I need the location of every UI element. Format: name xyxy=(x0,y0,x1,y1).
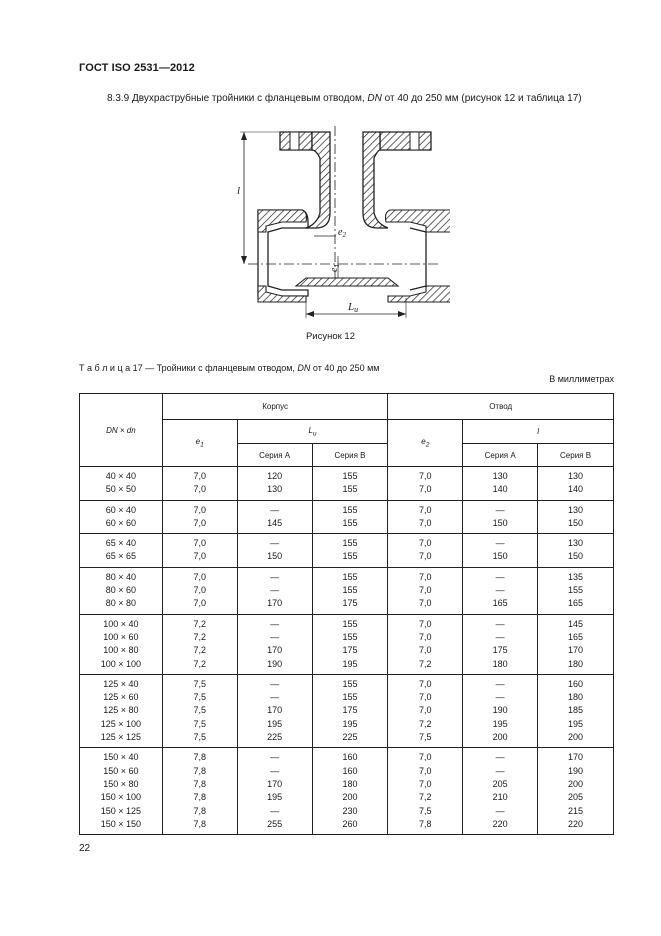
figure-caption: Рисунок 12 xyxy=(305,331,356,342)
header-l: l xyxy=(463,420,614,444)
flange-right-bolt xyxy=(410,132,419,150)
header-e2: $e_2$ xyxy=(388,420,463,467)
cell-e2: 7,0 7,0 7,0 7,2 xyxy=(388,614,463,674)
header-e1: $e_1$ xyxy=(162,420,237,467)
flange-right xyxy=(380,132,431,150)
header-lu: $L_u$ xyxy=(237,420,388,444)
table-caption xyxy=(79,363,380,373)
table-caption-suffix: от 40 до 250 мм xyxy=(310,363,380,373)
cell-dn: 65 × 40 65 × 65 xyxy=(80,534,163,568)
header-branch: Отвод xyxy=(388,394,614,420)
cell-lu-a: — — 170 190 xyxy=(237,614,312,674)
cell-lu-a: — — 170 195 — 255 xyxy=(237,748,312,835)
cell-lu-b: 155 155 175 xyxy=(312,567,388,614)
dim-lu-label: Lu xyxy=(348,301,359,314)
header-body: Корпус xyxy=(162,394,388,420)
flange-left-bolt xyxy=(290,132,299,150)
intro-dn: DN xyxy=(367,93,382,104)
table-row xyxy=(80,614,614,674)
socket-left-wall-top xyxy=(258,210,307,232)
socket-left-wall-bottom xyxy=(258,286,306,302)
cell-lu-a: — — 170 xyxy=(237,567,312,614)
cell-dn: 80 × 40 80 × 60 80 × 80 xyxy=(80,567,163,614)
section-paragraph xyxy=(79,91,615,106)
dim-e2-label: $e_2$ xyxy=(338,227,346,239)
cell-l-b: 130 150 xyxy=(538,500,614,534)
cell-lu-b: 155 155 xyxy=(312,467,388,501)
dim-e1-label: $e_1$ xyxy=(329,264,341,272)
intro-text-after: от 40 до 250 мм (рисунок 12 и таблица 17) xyxy=(381,93,582,104)
cell-e1: 7,2 7,2 7,2 7,2 xyxy=(162,614,237,674)
socket-right-wall-top xyxy=(386,210,451,232)
cell-lu-b: 160 160 180 200 230 260 xyxy=(312,748,388,835)
cell-l-a: — 150 xyxy=(463,500,538,534)
cell-l-b: 145 165 170 180 xyxy=(538,614,614,674)
cell-lu-a: — 150 xyxy=(237,534,312,568)
intro-text-before: 8.3.9 Двухраструбные тройники с фланцевым отводом, xyxy=(107,93,368,104)
cell-dn: 125 × 40 125 × 60 125 × 80 125 × 100 125 × 125 xyxy=(80,674,163,747)
cell-e2: 7,0 7,0 7,0 7,2 7,5 7,8 xyxy=(388,748,463,835)
cell-e1: 7,0 7,0 xyxy=(162,534,237,568)
cell-l-a: — 150 xyxy=(463,534,538,568)
cell-l-b: 130 140 xyxy=(538,467,614,501)
cell-l-b: 130 150 xyxy=(538,534,614,568)
cell-e1: 7,0 7,0 xyxy=(162,467,237,501)
cell-l-a: — — 175 180 xyxy=(463,614,538,674)
cell-lu-b: 155 155 xyxy=(312,534,388,568)
cell-e1: 7,8 7,8 7,8 7,8 7,8 7,8 xyxy=(162,748,237,835)
document-header: ГОСТ ISO 2531—2012 xyxy=(79,62,195,74)
cell-e1: 7,0 7,0 xyxy=(162,500,237,534)
cell-l-a: — — 165 xyxy=(463,567,538,614)
cell-dn: 100 × 40 100 × 60 100 × 80 100 × 100 xyxy=(80,614,163,674)
cell-lu-a: — 145 xyxy=(237,500,312,534)
table-units: В миллиметрах xyxy=(549,374,614,384)
cell-e1: 7,0 7,0 7,0 xyxy=(162,567,237,614)
table-row xyxy=(80,748,614,835)
cell-dn: 40 × 40 50 × 50 xyxy=(80,467,163,501)
cell-l-b: 170 190 200 205 215 220 xyxy=(538,748,614,835)
cell-l-a: — — 205 210 — 220 xyxy=(463,748,538,835)
cell-l-a: 130 140 xyxy=(463,467,538,501)
table-caption-prefix: Т а б л и ц а 17 — Тройники с фланцевым отводом, xyxy=(79,363,298,373)
cell-e2: 7,0 7,0 xyxy=(388,500,463,534)
header-lu-series-b: Серия В xyxy=(312,444,388,467)
cell-e2: 7,0 7,0 xyxy=(388,534,463,568)
header-dn: DN × dn xyxy=(80,394,163,467)
page-number: 22 xyxy=(79,843,91,854)
cell-e2: 7,0 7,0 7,0 xyxy=(388,567,463,614)
cell-lu-b: 155 155 175 195 225 xyxy=(312,674,388,747)
cell-lu-a: 120 130 xyxy=(237,467,312,501)
cell-e2: 7,0 7,0 xyxy=(388,467,463,501)
table-row xyxy=(80,567,614,614)
table-row xyxy=(80,674,614,747)
cell-l-a: — — 190 195 200 xyxy=(463,674,538,747)
table-row xyxy=(80,467,614,501)
cell-lu-a: — — 170 195 225 xyxy=(237,674,312,747)
header-lu-series-a: Серия А xyxy=(237,444,312,467)
cell-lu-b: 155 155 175 195 xyxy=(312,614,388,674)
header-l-series-b: Серия В xyxy=(538,444,614,467)
tee-drawing xyxy=(220,118,450,323)
cell-e1: 7,5 7,5 7,5 7,5 7,5 xyxy=(162,674,237,747)
cell-lu-b: 155 155 xyxy=(312,500,388,534)
cell-l-b: 160 180 185 195 200 xyxy=(538,674,614,747)
body-wall-bottom xyxy=(296,278,398,286)
table-row xyxy=(80,534,614,568)
cell-e2: 7,0 7,0 7,0 7,2 7,5 xyxy=(388,674,463,747)
table-caption-dn: DN xyxy=(297,363,311,373)
cell-dn: 150 × 40 150 × 60 150 × 80 150 × 100 150 × 125 150 × 150 xyxy=(80,748,163,835)
cell-l-b: 135 155 165 xyxy=(538,567,614,614)
table-row xyxy=(80,500,614,534)
cell-dn: 60 × 40 60 × 60 xyxy=(80,500,163,534)
dimensions-table xyxy=(79,393,614,835)
header-l-series-a: Серия А xyxy=(463,444,538,467)
dim-l-label: l xyxy=(237,185,241,197)
